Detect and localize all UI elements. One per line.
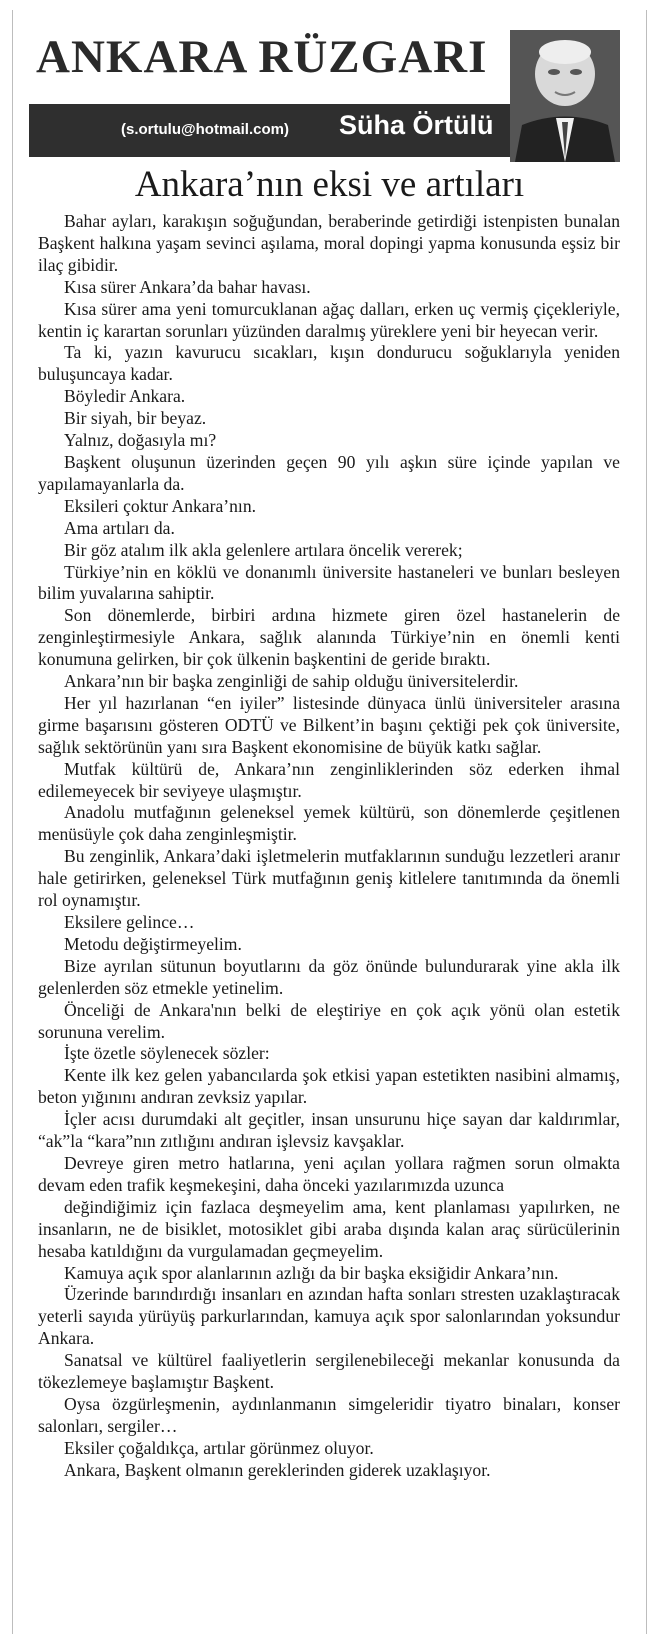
article-paragraph: Kısa sürer ama yeni tomurcuklanan ağaç dalları, erken uç vermiş çiçekleriyle, kentin iç karartan sorunları yüzünden daralmış yüreklere yeni bir heyecan verir. [38,298,620,341]
article-paragraph: Böyledir Ankara. [64,386,186,407]
author-photo [510,30,620,162]
article-paragraph: Bir siyah, bir beyaz. [64,408,207,429]
article-paragraph: Sanatsal ve kültürel faaliyetlerin sergilenebileceği mekanlar konusunda da tökezlemeye başlamıştır Başkent. [38,1350,620,1393]
article-paragraph: Ama artıları da. [64,517,175,538]
article-paragraph: İçler acısı durumdaki alt geçitler, insan unsurunu hiçe sayan dar kaldırımlar, “ak”la “kara”nın zıtlığını andıran işlevsiz kavşaklar. [38,1109,620,1152]
column-title: ANKARA RÜZGARI [36,31,488,83]
article-paragraph: değindiğimiz için fazlaca deşmeyelim ama, kent planlaması yapılırken, ne insanların, ne de bisiklet, motosiklet gibi araba dışında kalan araç sürücülerinin hesaba katıldığını da vurgulamadan geçmeyelim. [38,1196,620,1261]
article-paragraph: Kısa sürer Ankara’da bahar havası. [64,276,311,297]
article-paragraph: İşte özetle söylenecek sözler: [64,1043,270,1064]
article-paragraph: Eksiler çoğaldıkça, artılar görünmez oluyor. [64,1437,374,1458]
article-paragraph: Eksileri çoktur Ankara’nın. [64,495,257,516]
article-paragraph: Ta ki, yazın kavurucu sıcakları, kışın dondurucu soğuklarıyla yeniden buluşuncaya kadar. [38,342,620,385]
article-paragraph: Devreye giren metro hatlarına, yeni açılan yollara rağmen sorun olmakta devam eden trafik keşmekeşini, daha önceki yazılarımızda uzunca [38,1152,620,1195]
author-email: (s.ortulu@hotmail.com) [121,121,289,138]
article-paragraph: Başkent oluşunun üzerinden geçen 90 yılı aşkın süre içinde yapılan ve yapılamayanlarla da. [38,451,620,494]
article-paragraph: Kamuya açık spor alanlarının azlığı da bir başka eksiğidir Ankara’nın. [64,1262,559,1283]
article-paragraph: Üzerinde barındırdığı insanları en azından hafta sonları stresten uzaklaştıracak yeterli sayıda yürüyüş parkurlarından, kamuya açık spor salonlarından yoksundur Ankara. [38,1284,620,1349]
article-paragraph: Anadolu mutfağının geleneksel yemek kültürü, son dönemlerde çeşitlenen menüsüyle çok daha zenginleşmiştir. [38,802,620,845]
article-body [38,211,620,1482]
article-paragraph: Türkiye’nin en köklü ve donanımlı üniversite hastaneleri ve bunları besleyen bilim yuvalarına sahiptir. [38,561,620,604]
article-headline: Ankara’nın eksi ve artıları [134,164,525,205]
article-paragraph: Son dönemlerde, birbiri ardına hizmete giren özel hastanelerin de zenginleştirmesiyle Ankara, sağlık alanında Türkiye’nin en önemli kenti konumuna gelirken, bir çok ülkenin başkentini de geride bıraktı. [38,605,620,670]
article-paragraph: Bize ayrılan sütunun boyutlarını da göz önünde bulundurarak yine akla ilk gelenlerden söz etmekle yetinelim. [38,955,620,998]
author-portrait-icon [510,30,620,162]
article-paragraph: Eksilere gelince… [64,912,195,932]
article-paragraph: Bir göz atalım ilk akla gelenlere artılara öncelik vererek; [64,539,463,560]
article-paragraph: Bahar ayları, karakışın soğuğundan, beraberinde getirdiği istenpisten bunalan Başkent halkına yaşam sevinci aşılama, moral dopingi yapma konusunda eşsiz bir ilaç gibidir. [38,211,620,275]
author-name: Süha Örtülü [339,110,494,140]
article-paragraph: Önceliği de Ankara'nın belki de eleştiriye en çok açık yönü olan estetik sorununa verelim. [38,999,620,1042]
article-paragraph: Ankara, Başkent olmanın gereklerinden giderek uzaklaşıyor. [64,1459,491,1480]
article-paragraph: Bu zenginlik, Ankara’daki işletmelerin mutfaklarının sunduğu lezzetleri aranır hale getirirken, geleneksel Türk mutfağının geniş kitlelere tanıtımında da önemli rol oynamıştır. [38,846,620,911]
article-paragraph: Ankara’nın bir başka zenginliği de sahip olduğu üniversitelerdir. [64,671,519,692]
article-paragraph: Metodu değiştirmeyelim. [64,933,242,954]
article-paragraph: Yalnız, doğasıyla mı? [64,430,217,451]
article-paragraph: Mutfak kültürü de, Ankara’nın zenginliklerinden söz ederken ihmal edilemeyecek bir seviyeye ulaşmıştır. [38,758,620,801]
article-paragraph: Her yıl hazırlanan “en iyiler” listesinde dünyaca ünlü üniversiteler arasına girme başarısını gösteren ODTÜ ve Bilkent’in başını çektiği pek çok üniversite, sağlık sektörünün yanı sıra Başkent ekonomisine de büyük katkı sağlar. [38,692,620,757]
article-paragraph: Kente ilk kez gelen yabancılarda şok etkisi yapan estetikten nasibini almamış, beton yığınını andıran zevksiz yapılar. [38,1065,620,1108]
article-paragraph: Oysa özgürleşmenin, aydınlanmanın simgeleridir tiyatro binaları, konser salonları, sergiler… [38,1393,620,1436]
